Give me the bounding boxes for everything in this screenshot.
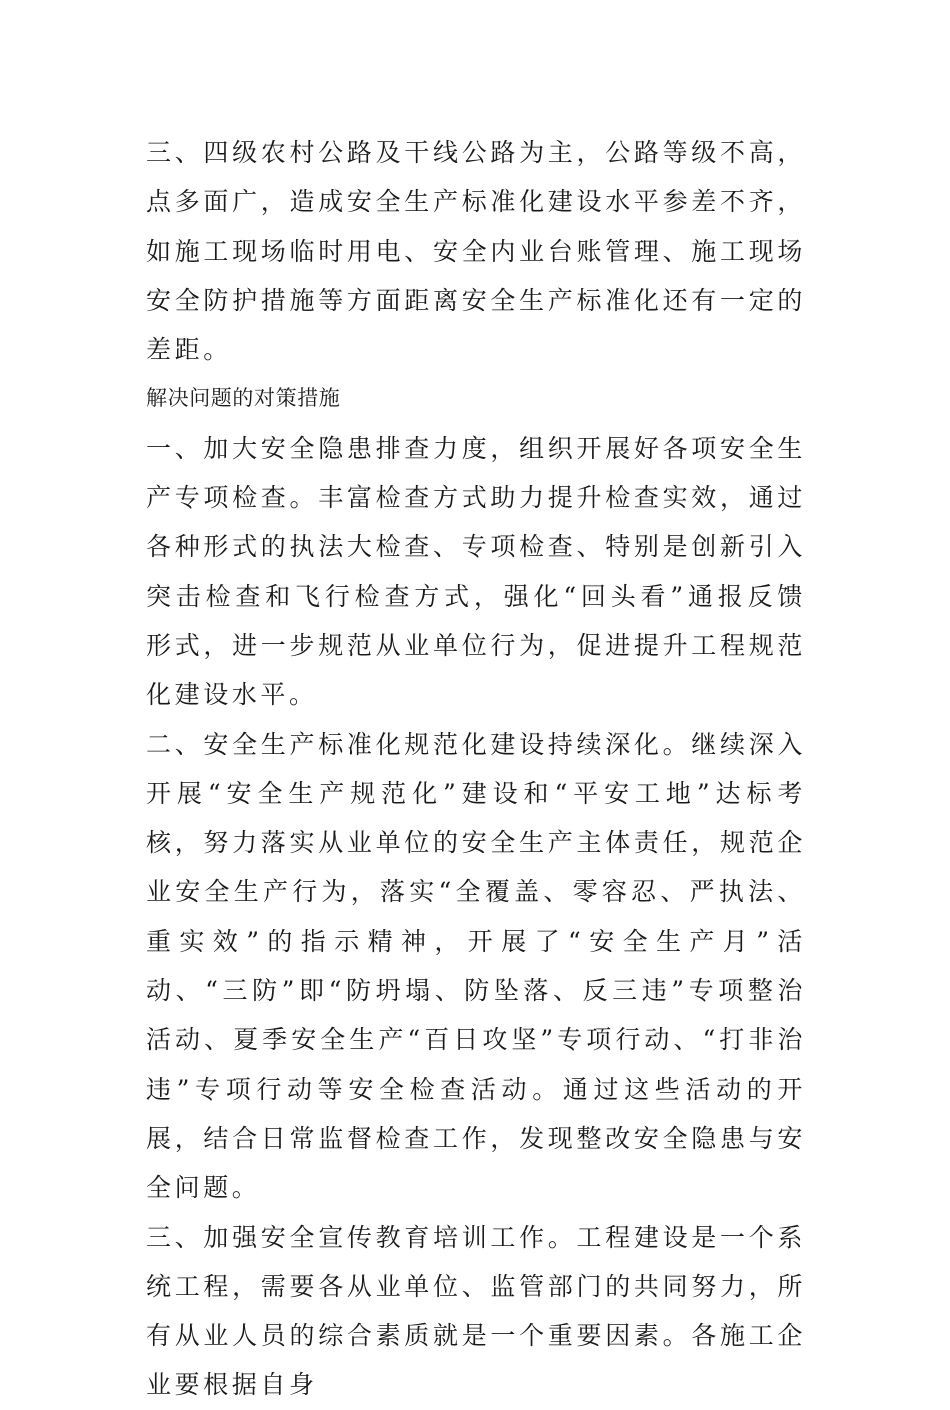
section-heading-countermeasures: 解决问题的对策措施 [146, 386, 341, 411]
paragraph-safety-education: 三、加强安全宣传教育培训工作。工程建设是一个系统工程，需要各从业单位、监管部门的共同努力，所有从业人员的综合素质就是一个重要因素。各施工企业要根据自身 [146, 1222, 806, 1400]
paragraph-road-conditions: 三、四级农村公路及干线公路为主，公路等级不高，点多面广，造成安全生产标准化建设水平参差不齐，如施工现场临时用电、安全内业台账管理、施工现场安全防护措施等方面距离安全生产标准化还有一定的差距。 [146, 138, 806, 365]
paragraph-standardization: 二、安全生产标准化规范化建设持续深化。继续深入开展“安全生产规范化”建设和“平安工地”达标考核，努力落实从业单位的安全生产主体责任，规范企业安全生产行为，落实“全覆盖、零容忍、严执法、重实效”的指示精神，开展了“安全生产月”活动、“三防”即“防坍塌、防坠落、反三违”专项整治活动、夏季安全生产“百日攻坚”专项行动、“打非治违”专项行动等安全检查活动。通过这些活动的开展，结合日常监督检查工作，发现整改安全隐患与安全问题。 [146, 729, 806, 1203]
paragraph-hazard-inspection: 一、加大安全隐患排查力度，组织开展好各项安全生产专项检查。丰富检查方式助力提升检查实效，通过各种形式的执法大检查、专项检查、特别是创新引入突击检查和飞行检查方式，强化“回头看”通报反馈形式，进一步规范从业单位行为，促进提升工程规范化建设水平。 [146, 433, 806, 710]
document-body [146, 128, 806, 1410]
